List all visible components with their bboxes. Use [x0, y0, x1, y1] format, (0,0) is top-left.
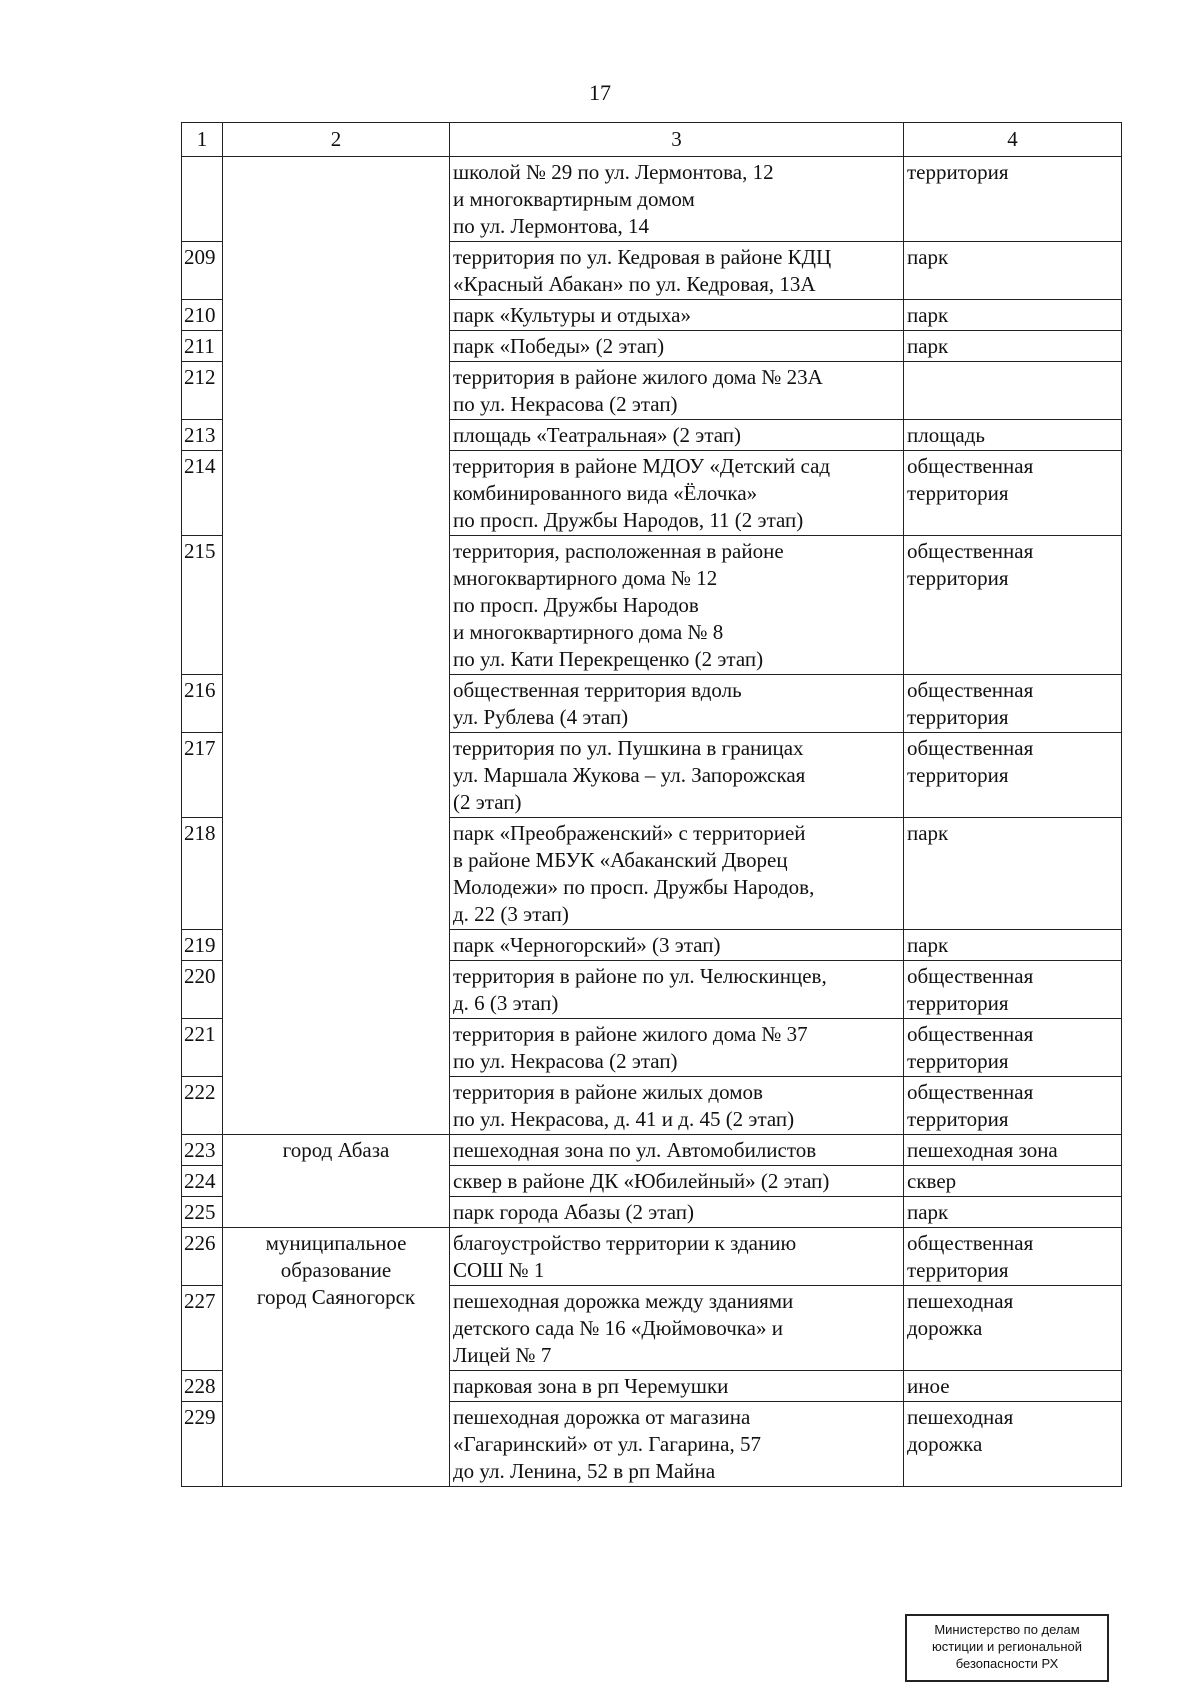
row-number: 211 [182, 331, 223, 362]
object-description [450, 1228, 904, 1286]
object-type [904, 1228, 1122, 1286]
cell-line: общественная [907, 678, 1034, 702]
cell-line: площадь «Театральная» (2 этап) [453, 423, 742, 447]
object-description [450, 451, 904, 536]
cell-line: парк [907, 933, 949, 957]
table-row [182, 157, 1122, 242]
cell-line: территория [907, 991, 1009, 1015]
row-number: 228 [182, 1371, 223, 1402]
row-number: 223 [182, 1135, 223, 1166]
object-description [450, 362, 904, 420]
stamp-line: безопасности РХ [955, 1656, 1059, 1671]
cell-line: детского сада № 16 «Дюймовочка» и [453, 1316, 783, 1340]
object-type [904, 157, 1122, 242]
row-number: 220 [182, 961, 223, 1019]
row-number: 219 [182, 930, 223, 961]
row-number: 217 [182, 733, 223, 818]
cell-line: муниципальное [265, 1231, 407, 1255]
cell-line: дорожка [907, 1432, 983, 1456]
cell-line: многоквартирного дома № 12 [453, 566, 718, 590]
cell-line: по ул. Лермонтова, 14 [453, 214, 650, 238]
object-type [904, 1019, 1122, 1077]
object-type [904, 420, 1122, 451]
page-number: 17 [589, 80, 611, 105]
cell-line: территория, расположенная в районе [453, 539, 784, 563]
municipality-cell [223, 1228, 450, 1487]
cell-line: город Абаза [282, 1138, 390, 1162]
object-description [450, 331, 904, 362]
stamp-line: юстиции и региональной [931, 1639, 1083, 1654]
cell-line: парк «Черногорский» (3 этап) [453, 933, 721, 957]
row-number: 216 [182, 675, 223, 733]
cell-line: территория [907, 705, 1009, 729]
cell-line: территория по ул. Пушкина в границах [453, 736, 804, 760]
cell-line: территория [907, 1258, 1009, 1282]
row-number: 224 [182, 1166, 223, 1197]
cell-line: город Саяногорск [256, 1285, 416, 1309]
cell-line: территория [907, 1107, 1009, 1131]
cell-line: общественная [907, 539, 1034, 563]
row-number: 227 [182, 1286, 223, 1371]
cell-line: сквер [907, 1169, 957, 1193]
table-row [182, 1135, 1122, 1166]
cell-line: парк [907, 821, 949, 845]
object-description [450, 930, 904, 961]
cell-line: по ул. Некрасова, д. 41 и д. 45 (2 этап) [453, 1107, 795, 1131]
row-number: 225 [182, 1197, 223, 1228]
object-type [904, 1371, 1122, 1402]
stamp-line: Министерство по делам [934, 1622, 1080, 1637]
municipality-cell [223, 1135, 450, 1228]
cell-line: по просп. Дружбы Народов [453, 593, 699, 617]
object-description [450, 1197, 904, 1228]
header-col-3: 3 [450, 123, 904, 157]
object-description [450, 420, 904, 451]
cell-line: «Гагаринский» от ул. Гагарина, 57 [453, 1432, 761, 1456]
row-number: 209 [182, 242, 223, 300]
row-number: 226 [182, 1228, 223, 1286]
row-number: 222 [182, 1077, 223, 1135]
cell-line: территория в районе жилых домов [453, 1080, 763, 1104]
cell-line: парк «Победы» (2 этап) [453, 334, 665, 358]
object-type [904, 733, 1122, 818]
header-col-2: 2 [223, 123, 450, 157]
cell-line: площадь [907, 423, 985, 447]
ministry-stamp [905, 1614, 1109, 1682]
object-description [450, 157, 904, 242]
object-description [450, 675, 904, 733]
cell-line: территория по ул. Кедровая в районе КДЦ [453, 245, 832, 269]
cell-line: парк [907, 334, 949, 358]
header-col-4: 4 [904, 123, 1122, 157]
cell-line: в районе МБУК «Абаканский Дворец [453, 848, 788, 872]
cell-line: Лицей № 7 [453, 1343, 552, 1367]
object-type [904, 1286, 1122, 1371]
object-description [450, 733, 904, 818]
cell-line: (2 этап) [453, 790, 522, 814]
table-row [182, 1228, 1122, 1286]
object-type [904, 536, 1122, 675]
object-description [450, 1371, 904, 1402]
row-number: 210 [182, 300, 223, 331]
cell-line: парк [907, 245, 949, 269]
object-type [904, 1197, 1122, 1228]
object-type [904, 331, 1122, 362]
cell-line: сквер в районе ДК «Юбилейный» (2 этап) [453, 1169, 830, 1193]
object-description [450, 961, 904, 1019]
cell-line: территория в районе МДОУ «Детский сад [453, 454, 831, 478]
cell-line: общественная [907, 454, 1034, 478]
object-description [450, 300, 904, 331]
cell-line: д. 22 (3 этап) [453, 902, 569, 926]
object-type [904, 300, 1122, 331]
cell-line: парк города Абазы (2 этап) [453, 1200, 694, 1224]
object-description [450, 536, 904, 675]
row-number: 215 [182, 536, 223, 675]
object-type [904, 961, 1122, 1019]
cell-line: и многоквартирного дома № 8 [453, 620, 724, 644]
cell-line: иное [907, 1374, 950, 1398]
cell-line: ул. Маршала Жукова – ул. Запорожская [453, 763, 806, 787]
object-type [904, 675, 1122, 733]
table-header-row [182, 123, 1122, 157]
object-type [904, 930, 1122, 961]
cell-line: комбинированного вида «Ёлочка» [453, 481, 758, 505]
cell-line: общественная [907, 964, 1034, 988]
row-number: 221 [182, 1019, 223, 1077]
cell-line: общественная [907, 1022, 1034, 1046]
header-col-1: 1 [182, 123, 223, 157]
cell-line: по ул. Некрасова (2 этап) [453, 392, 678, 416]
cell-line: территория в районе жилого дома № 37 [453, 1022, 808, 1046]
cell-line: по ул. Некрасова (2 этап) [453, 1049, 678, 1073]
cell-line: общественная территория вдоль [453, 678, 742, 702]
cell-line: территория [907, 763, 1009, 787]
cell-line: территория [907, 1049, 1009, 1073]
object-type [904, 818, 1122, 930]
cell-line: до ул. Ленина, 52 в рп Майна [453, 1459, 716, 1483]
cell-line: пешеходная дорожка от магазина [453, 1405, 751, 1429]
object-type [904, 1402, 1122, 1487]
cell-line: парк [907, 303, 949, 327]
cell-line: дорожка [907, 1316, 983, 1340]
cell-line: «Красный Абакан» по ул. Кедровая, 13А [453, 272, 816, 296]
object-description [450, 1166, 904, 1197]
cell-line: парковая зона в рп Черемушки [453, 1374, 729, 1398]
cell-line: ул. Рублева (4 этап) [453, 705, 629, 729]
cell-line: пешеходная [907, 1405, 1014, 1429]
cell-line: пешеходная дорожка между зданиями [453, 1289, 794, 1313]
object-type [904, 1077, 1122, 1135]
cell-line: территория [907, 481, 1009, 505]
object-description [450, 1077, 904, 1135]
objects-table [181, 122, 1122, 1487]
object-description [450, 1402, 904, 1487]
row-number: 212 [182, 362, 223, 420]
row-number: 229 [182, 1402, 223, 1487]
cell-line: парк «Культуры и отдыха» [453, 303, 691, 327]
object-description [450, 1019, 904, 1077]
cell-line: школой № 29 по ул. Лермонтова, 12 [453, 160, 774, 184]
row-number: 213 [182, 420, 223, 451]
object-type [904, 1166, 1122, 1197]
object-description [450, 1286, 904, 1371]
row-number: 214 [182, 451, 223, 536]
object-type [904, 362, 1122, 420]
cell-line: парк «Преображенский» с территорией [453, 821, 806, 845]
cell-line: общественная [907, 1231, 1034, 1255]
cell-line: общественная [907, 736, 1034, 760]
cell-line: д. 6 (3 этап) [453, 991, 559, 1015]
cell-line: территория [907, 160, 1009, 184]
cell-line: территория в районе жилого дома № 23А [453, 365, 823, 389]
cell-line: пешеходная зона по ул. Автомобилистов [453, 1138, 817, 1162]
cell-line: пешеходная зона [907, 1138, 1058, 1162]
object-type [904, 1135, 1122, 1166]
cell-line: территория [907, 566, 1009, 590]
cell-line: благоустройство территории к зданию [453, 1231, 797, 1255]
cell-line: территория в районе по ул. Челюскинцев, [453, 964, 827, 988]
cell-line: СОШ № 1 [453, 1258, 545, 1282]
row-number [182, 157, 223, 242]
object-type [904, 451, 1122, 536]
object-description [450, 1135, 904, 1166]
cell-line: общественная [907, 1080, 1034, 1104]
cell-line: образование [280, 1258, 392, 1282]
municipality-cell [223, 157, 450, 1135]
cell-line: по ул. Кати Перекрещенко (2 этап) [453, 647, 764, 671]
object-description [450, 242, 904, 300]
row-number: 218 [182, 818, 223, 930]
object-type [904, 242, 1122, 300]
cell-line: парк [907, 1200, 949, 1224]
cell-line: Молодежи» по просп. Дружбы Народов, [453, 875, 815, 899]
cell-line: пешеходная [907, 1289, 1014, 1313]
object-description [450, 818, 904, 930]
cell-line: по просп. Дружбы Народов, 11 (2 этап) [453, 508, 804, 532]
cell-line: и многоквартирным домом [453, 187, 695, 211]
